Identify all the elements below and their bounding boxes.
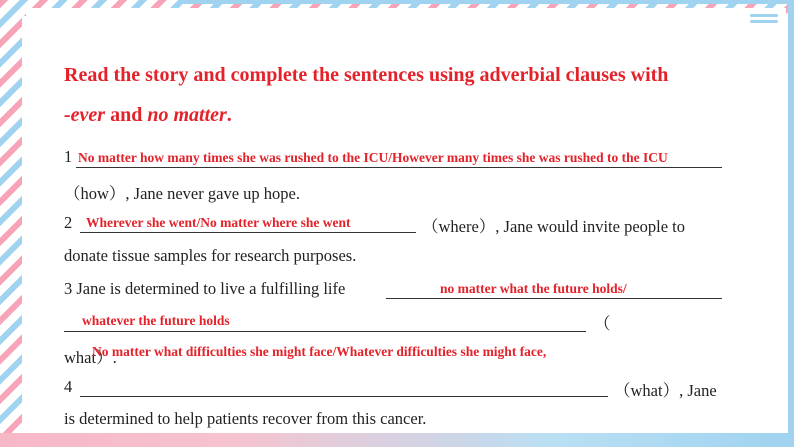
right-blue-edge [788, 0, 794, 447]
q2-answer: Wherever she went/No matter where she went [86, 215, 351, 230]
q1-number: 1 [64, 147, 73, 166]
left-decorative-stripe [0, 0, 22, 447]
and-text: and [105, 104, 148, 126]
q1-answer: No matter how many times she was rushed to the ICU/However many times she was rushed to the ICU [78, 150, 668, 165]
q4-blank [80, 377, 608, 397]
q2-number: 2 [64, 213, 73, 232]
instruction-line-1: Read the story and complete the sentences using adverbial clauses with [64, 64, 669, 86]
ever-term: -ever [64, 104, 106, 126]
q3-answer-c: No matter what difficulties she might face/Whatever difficulties she might face, [92, 344, 547, 359]
q1-continuation: （how）, Jane never gave up hope. [64, 184, 300, 203]
slide-panel [26, 8, 786, 431]
q3-answer-a: no matter what the future holds/ [440, 281, 627, 296]
q3-answer-b: whatever the future holds [82, 313, 230, 328]
instruction-line-2 [64, 104, 764, 127]
q4-hint: （what）, Jane [614, 381, 717, 400]
q3-paren: （ [594, 314, 611, 333]
no-matter-term: no matter [147, 104, 227, 126]
q2-hint: （where）, Jane would invite people to [422, 217, 686, 236]
period: . [226, 104, 232, 126]
corner-lines-decoration [750, 14, 778, 30]
q4-continuation: is determined to help patients recover from this cancer. [64, 409, 427, 428]
q3-text: 3 Jane is determined to live a fulfilling life [64, 279, 346, 298]
top-blue-bar [180, 0, 794, 4]
q4-number: 4 [64, 377, 73, 396]
bottom-gradient-band [0, 433, 794, 447]
q3-hint-tail: what）. [64, 348, 117, 367]
q2-continuation: donate tissue samples for research purposes. [64, 246, 357, 265]
